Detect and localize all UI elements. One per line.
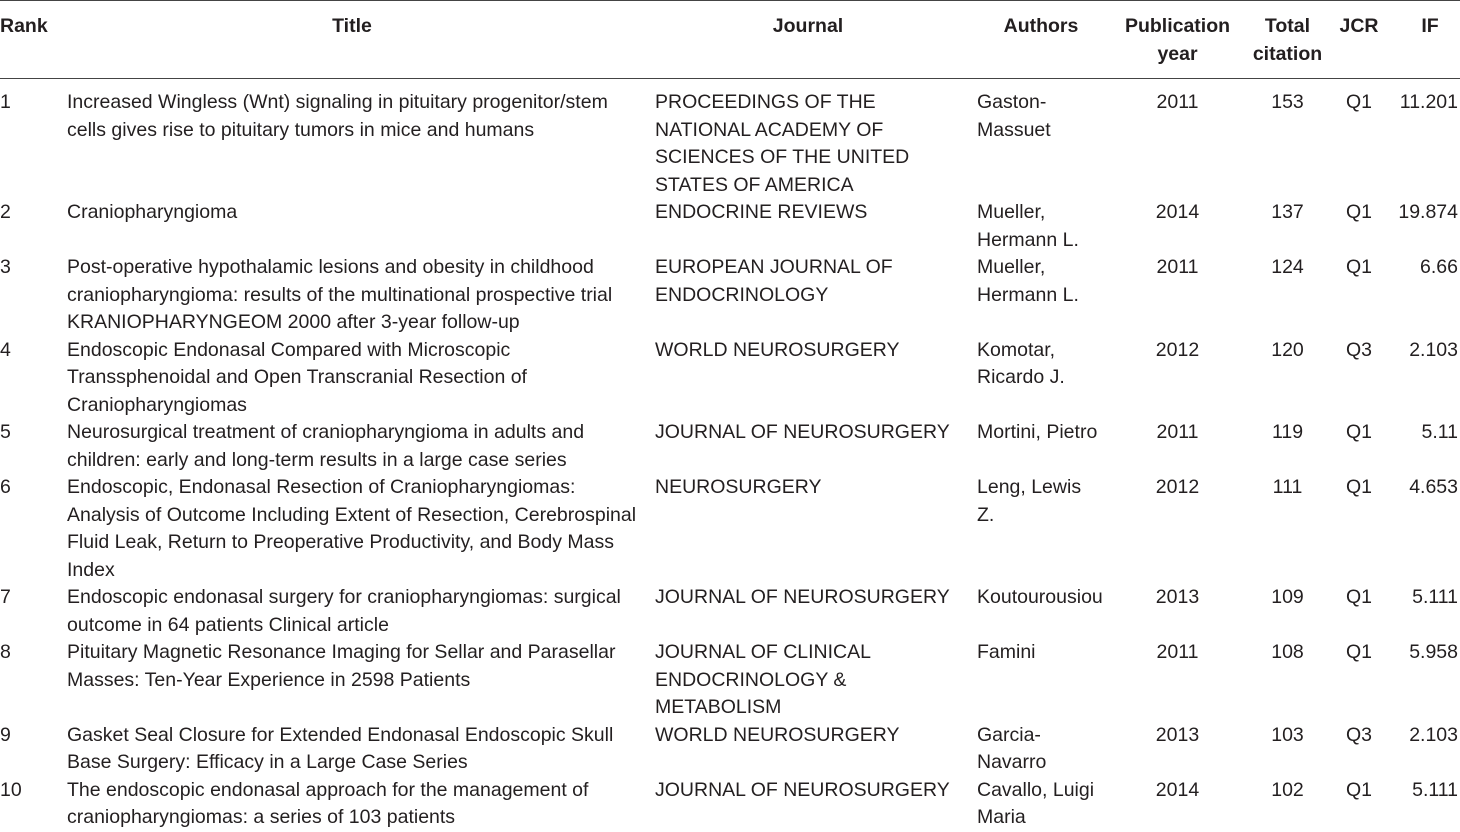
cell-publication-year: 2014	[1155, 201, 1200, 223]
table-row	[0, 89, 1460, 199]
cell-authors-line: Mueller,	[977, 256, 1046, 278]
table-row	[0, 337, 1460, 420]
cell-jcr: Q1	[1345, 778, 1372, 801]
cell-authors	[977, 777, 1117, 832]
cell-title-line: cells gives rise to pituitary tumors in mice and humans	[67, 118, 535, 141]
cell-title	[67, 199, 647, 227]
table-row	[0, 584, 1460, 639]
cell-publication-year: 2014	[1155, 778, 1200, 801]
cell-title	[67, 89, 647, 144]
table-row	[0, 722, 1460, 777]
cell-title-line: Post-operative hypothalamic lesions and obesity in childhood	[67, 256, 594, 278]
cell-rank: 5	[0, 421, 11, 443]
cell-authors-line: Komotar,	[977, 338, 1056, 361]
cell-journal-line: METABOLISM	[655, 696, 782, 718]
cell-title-line: Endoscopic Endonasal Compared with Microscopic	[67, 338, 511, 361]
cell-if: 11.201	[1399, 91, 1458, 113]
header-authors: Authors	[1003, 15, 1079, 37]
cell-authors	[977, 254, 1117, 309]
cell-authors-line: Famini	[977, 641, 1036, 663]
header-total-citation-line: Total	[1264, 15, 1311, 37]
cell-title-line: Craniopharyngioma	[67, 201, 238, 223]
cell-authors	[977, 89, 1117, 144]
cell-authors-line: Hermann L.	[977, 283, 1079, 306]
cell-rank: 1	[0, 91, 11, 113]
cell-rank: 6	[0, 476, 11, 498]
cell-journal	[655, 777, 965, 805]
cell-journal-line: EUROPEAN JOURNAL OF	[655, 256, 893, 278]
table-row	[0, 199, 1460, 254]
cell-journal-line: JOURNAL OF NEUROSURGERY	[655, 421, 950, 443]
cell-authors	[977, 474, 1117, 529]
table-row	[0, 639, 1460, 722]
cell-authors-line: Ricardo J.	[977, 366, 1065, 388]
cell-total-citation: 111	[1272, 476, 1303, 498]
table-row	[0, 777, 1460, 832]
cell-if: 5.11	[1421, 421, 1458, 443]
cell-authors-line: Mortini, Pietro	[977, 421, 1098, 443]
cell-total-citation: 124	[1271, 256, 1304, 278]
cell-journal-line: WORLD NEUROSURGERY	[655, 723, 900, 746]
cell-rank: 7	[0, 586, 11, 608]
cell-title-line: children: early and long-term results in a large case series	[67, 448, 567, 471]
cell-title-line: craniopharyngiomas: a series of 103 patients	[67, 806, 456, 828]
cell-publication-year: 2012	[1155, 338, 1200, 361]
cell-total-citation: 153	[1271, 91, 1304, 113]
cell-journal	[655, 419, 965, 447]
cell-journal	[655, 199, 965, 227]
cell-title-line: Masses: Ten-Year Experience in 2598 Patients	[67, 668, 471, 691]
table-row	[0, 419, 1460, 474]
cell-journal	[655, 474, 965, 502]
header-rank: Rank	[0, 15, 48, 37]
cell-if: 6.66	[1420, 256, 1458, 278]
cell-rank: 9	[0, 723, 11, 746]
cell-journal	[655, 337, 965, 365]
cell-total-citation: 109	[1271, 586, 1304, 608]
cell-journal-line: ENDOCRINOLOGY	[655, 283, 829, 306]
cell-jcr: Q1	[1345, 641, 1372, 663]
cell-title-line: Neurosurgical treatment of craniopharyngioma in adults and	[67, 421, 585, 443]
cell-if: 2.103	[1409, 338, 1458, 361]
cell-jcr: Q1	[1345, 201, 1372, 223]
cell-title	[67, 474, 647, 584]
cell-authors-line: Gaston-	[977, 91, 1047, 113]
cell-authors	[977, 419, 1117, 447]
table-row	[0, 474, 1460, 584]
cell-publication-year: 2013	[1155, 723, 1200, 746]
cell-total-citation: 120	[1271, 338, 1304, 361]
cell-total-citation: 102	[1271, 778, 1304, 801]
cell-authors-line: Maria	[977, 806, 1026, 828]
cell-title-line: Gasket Seal Closure for Extended Endonasal Endoscopic Skull	[67, 723, 614, 746]
cell-authors-line: Garcia-	[977, 723, 1041, 746]
cell-title-line: craniopharyngioma: results of the multinational prospective trial	[67, 283, 613, 306]
cell-authors-line: Mueller,	[977, 201, 1046, 223]
cell-title	[67, 337, 647, 420]
cell-journal-line: ENDOCRINOLOGY &	[655, 668, 847, 691]
cell-jcr: Q1	[1345, 586, 1372, 608]
cell-title	[67, 584, 647, 639]
cell-journal-line: SCIENCES OF THE UNITED	[655, 146, 910, 168]
header-publication-year	[1120, 13, 1235, 68]
cell-journal	[655, 89, 965, 199]
cell-authors-line: Z.	[977, 503, 995, 526]
cell-rank: 4	[0, 338, 11, 361]
cell-title-line: outcome in 64 patients Clinical article	[67, 613, 389, 636]
cell-if: 5.111	[1412, 586, 1458, 608]
cell-rank: 2	[0, 201, 11, 223]
cell-authors-line: Koutourousiou	[977, 586, 1103, 608]
cell-journal	[655, 584, 965, 612]
cell-title-line: Base Surgery: Efficacy in a Large Case Series	[67, 751, 468, 773]
cell-publication-year: 2011	[1156, 256, 1199, 278]
header-publication-year-line: Publication	[1124, 15, 1231, 37]
cell-rank: 8	[0, 641, 11, 663]
cell-title	[67, 419, 647, 474]
cell-journal-line: STATES OF AMERICA	[655, 173, 854, 196]
cell-publication-year: 2011	[1156, 91, 1199, 113]
cell-title-line: Analysis of Outcome Including Extent of Resection, Cerebrospinal	[67, 503, 637, 526]
table-header-rule	[0, 78, 1460, 79]
cell-authors-line: Cavallo, Luigi	[977, 778, 1095, 801]
cell-journal-line: WORLD NEUROSURGERY	[655, 338, 900, 361]
cell-title	[67, 254, 647, 337]
cell-title-line: Fluid Leak, Return to Preoperative Productivity, and Body Mass	[67, 531, 614, 553]
cell-title-line: Craniopharyngiomas	[67, 393, 247, 416]
cell-title-line: KRANIOPHARYNGEOM 2000 after 3-year follow-up	[67, 311, 520, 333]
cell-title-line: Endoscopic, Endonasal Resection of Craniopharyngiomas:	[67, 476, 576, 498]
cell-authors-line: Leng, Lewis	[977, 476, 1082, 498]
cell-authors	[977, 639, 1117, 667]
cell-title-line: Pituitary Magnetic Resonance Imaging for Sellar and Parasellar	[67, 641, 616, 663]
cell-jcr: Q3	[1345, 723, 1372, 746]
cell-rank: 3	[0, 256, 11, 278]
cell-journal	[655, 722, 965, 750]
cell-authors-line: Massuet	[977, 118, 1051, 141]
header-total-citation	[1240, 13, 1335, 68]
cell-rank: 10	[0, 778, 22, 801]
cell-jcr: Q1	[1345, 421, 1372, 443]
header-publication-year-line: year	[1157, 42, 1198, 65]
cell-authors-line: Hermann L.	[977, 228, 1079, 251]
cell-title	[67, 722, 647, 777]
cell-jcr: Q1	[1345, 91, 1372, 113]
cell-publication-year: 2011	[1156, 421, 1199, 443]
cell-publication-year: 2011	[1156, 641, 1199, 663]
header-jcr: JCR	[1339, 15, 1379, 37]
cell-jcr: Q1	[1345, 476, 1372, 498]
cell-authors	[977, 199, 1117, 254]
table-row	[0, 254, 1460, 337]
header-if: IF	[1421, 15, 1439, 37]
cell-total-citation: 108	[1271, 641, 1304, 663]
cell-title-line: Transsphenoidal and Open Transcranial Resection of	[67, 366, 527, 388]
cell-title-line: Endoscopic endonasal surgery for craniopharyngiomas: surgical	[67, 586, 621, 608]
cell-publication-year: 2013	[1155, 586, 1200, 608]
cell-journal	[655, 639, 965, 722]
cell-title	[67, 777, 647, 832]
cell-if: 2.103	[1409, 723, 1458, 746]
cell-journal-line: ENDOCRINE REVIEWS	[655, 201, 868, 223]
cell-journal-line: NEUROSURGERY	[655, 476, 822, 498]
cell-authors-line: Navarro	[977, 751, 1047, 773]
cell-journal-line: NATIONAL ACADEMY OF	[655, 118, 884, 141]
cell-total-citation: 119	[1271, 421, 1304, 443]
cell-authors	[977, 584, 1117, 612]
cell-if: 5.111	[1412, 778, 1458, 801]
cell-if: 4.653	[1409, 476, 1458, 498]
cell-total-citation: 137	[1271, 201, 1304, 223]
cell-title	[67, 639, 647, 694]
cell-journal-line: JOURNAL OF NEUROSURGERY	[655, 778, 950, 801]
cell-publication-year: 2012	[1155, 476, 1200, 498]
cell-if: 19.874	[1398, 201, 1458, 223]
cell-journal-line: JOURNAL OF CLINICAL	[655, 641, 871, 663]
cell-journal-line: JOURNAL OF NEUROSURGERY	[655, 586, 950, 608]
cell-jcr: Q3	[1345, 338, 1372, 361]
cell-jcr: Q1	[1345, 256, 1372, 278]
table-top-rule	[0, 0, 1460, 1]
header-total-citation-line: citation	[1252, 42, 1323, 65]
cell-title-line: The endoscopic endonasal approach for the management of	[67, 778, 589, 801]
cell-title-line: Index	[67, 558, 115, 581]
cell-authors	[977, 337, 1117, 392]
cell-total-citation: 103	[1271, 723, 1304, 746]
header-title: Title	[332, 15, 372, 37]
cell-journal	[655, 254, 965, 309]
cell-if: 5.958	[1409, 641, 1458, 663]
cell-authors	[977, 722, 1117, 777]
header-journal: Journal	[772, 15, 844, 37]
cell-journal-line: PROCEEDINGS OF THE	[655, 91, 876, 113]
cell-title-line: Increased Wingless (Wnt) signaling in pituitary progenitor/stem	[67, 91, 608, 113]
